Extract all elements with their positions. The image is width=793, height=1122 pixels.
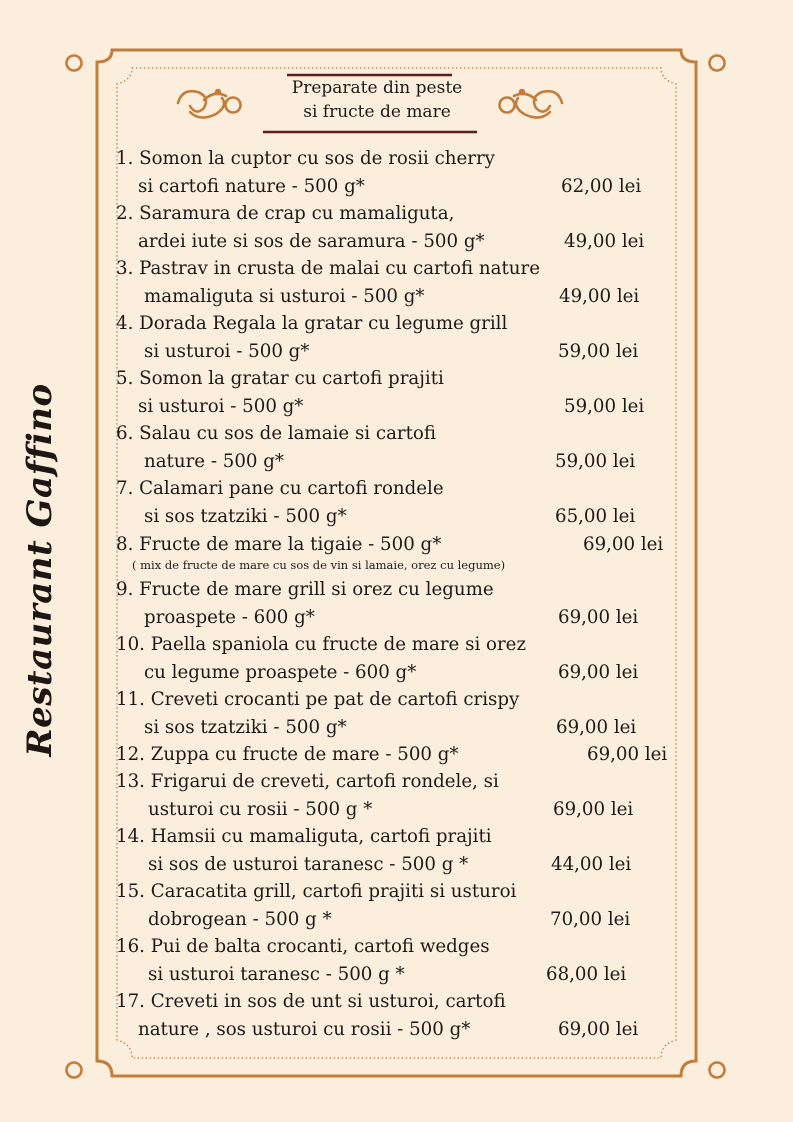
menu-item-line-2: si cartofi nature - 500 g* [138, 176, 365, 197]
menu-item-details [116, 714, 676, 742]
heading-line-2: si fructe de mare [303, 102, 451, 122]
menu-item-note: ( mix de fructe de mare cu sos de vin si lamaie, orez cu legume) [132, 558, 506, 572]
menu-item-price: 69,00 lei [553, 799, 634, 820]
menu-item [116, 988, 676, 1044]
menu-item-name [116, 531, 676, 559]
menu-item-line-1: 17. Creveti in sos de unt si usturoi, cartofi [116, 991, 506, 1012]
menu-item-price: 44,00 lei [551, 854, 632, 875]
menu-item-details [116, 283, 676, 311]
menu-item-details [116, 503, 676, 531]
menu-item-price: 62,00 lei [561, 176, 642, 197]
menu-item-line-1: 4. Dorada Regala la gratar cu legume grill [116, 313, 508, 334]
section-heading [262, 76, 492, 124]
menu-item-price: 49,00 lei [564, 231, 645, 252]
corner-circle-bottom-left [67, 1063, 82, 1078]
menu-item-line-2: proaspete - 600 g* [144, 607, 315, 628]
menu-item [116, 878, 676, 934]
menu-item-line-1: 13. Frigarui de creveti, cartofi rondele, si [116, 771, 499, 792]
menu-item-line-2: si sos tzatziki - 500 g* [144, 717, 347, 738]
menu-item-price: 69,00 lei [587, 744, 668, 765]
menu-item-line-1: 6. Salau cu sos de lamaie si cartofi [116, 423, 437, 444]
menu-item-line-1: 14. Hamsii cu mamaliguta, cartofi prajiti [116, 826, 492, 847]
menu-item-name [116, 145, 676, 173]
menu-item-line-2: mamaliguta si usturoi - 500 g* [144, 286, 425, 307]
menu-item-details [116, 604, 676, 632]
menu-item-line-1: 1. Somon la cuptor cu sos de rosii cherry [116, 148, 495, 169]
menu-item-line-1: 3. Pastrav in crusta de malai cu cartofi nature [116, 258, 540, 279]
menu-item-name [116, 475, 676, 503]
menu-item [116, 741, 676, 769]
corner-circle-top-right [710, 56, 725, 71]
menu-item-price: 69,00 lei [583, 534, 664, 555]
menu-item-price: 69,00 lei [558, 662, 639, 683]
menu-item-price: 59,00 lei [558, 341, 639, 362]
heading-line-1: Preparate din peste [291, 78, 463, 98]
menu-item [116, 933, 676, 989]
menu-item-price: 69,00 lei [558, 1019, 639, 1040]
menu-item-name [116, 365, 676, 393]
menu-item-name [116, 310, 676, 338]
menu-item-name [116, 741, 676, 769]
menu-item-line-2: nature - 500 g* [144, 451, 284, 472]
menu-item-line-1: 5. Somon la gratar cu cartofi prajiti [116, 368, 444, 389]
menu-item-price: 68,00 lei [546, 964, 627, 985]
menu-item-details [116, 906, 676, 934]
menu-item-details [116, 796, 676, 824]
menu-item-line-1: 10. Paella spaniola cu fructe de mare si orez [116, 634, 527, 655]
menu-item-name [116, 823, 676, 851]
menu-item-line-1: 15. Caracatita grill, cartofi prajiti si usturoi [116, 881, 517, 902]
menu-item [116, 255, 676, 311]
menu-item-line-2: si usturoi taranesc - 500 g * [148, 964, 405, 985]
menu-item-line-2: usturoi cu rosii - 500 g * [148, 799, 373, 820]
menu-item-details [116, 228, 676, 256]
menu-item [116, 768, 676, 824]
menu-item-line-2: si usturoi - 500 g* [138, 396, 304, 417]
menu-item-name [116, 631, 676, 659]
flourish-right-icon [500, 90, 563, 118]
menu-item-name [116, 200, 676, 228]
menu-item [116, 531, 676, 559]
menu-item [116, 365, 676, 421]
menu-item [116, 631, 676, 687]
menu-item-line-2: si sos de usturoi taranesc - 500 g * [148, 854, 469, 875]
menu-item-details [116, 851, 676, 879]
corner-circle-bottom-right [710, 1063, 725, 1078]
menu-item [116, 200, 676, 256]
menu-item-price: 70,00 lei [550, 909, 631, 930]
menu-item-name [116, 933, 676, 961]
menu-item-line-2: dobrogean - 500 g * [148, 909, 332, 930]
menu-item-price: 69,00 lei [558, 607, 639, 628]
menu-item-name [116, 988, 676, 1016]
restaurant-name: Restaurant Gaffino [20, 383, 60, 757]
menu-item-details [116, 961, 676, 989]
menu-item [116, 420, 676, 476]
menu-item-price: 65,00 lei [555, 506, 636, 527]
menu-item-details [116, 173, 676, 201]
menu-item-line-1: 11. Creveti crocanti pe pat de cartofi crispy [116, 689, 520, 710]
menu-item-line-1: 16. Pui de balta crocanti, cartofi wedges [116, 936, 490, 957]
flourish-left-icon [178, 90, 241, 118]
corner-circle-top-left [67, 56, 82, 71]
menu-item-details [116, 1016, 676, 1044]
menu-item-name [116, 255, 676, 283]
menu-item-line-1: 7. Calamari pane cu cartofi rondele [116, 478, 444, 499]
menu-item-details [116, 448, 676, 476]
menu-item [116, 475, 676, 531]
menu-item-name [116, 576, 676, 604]
menu-item-line-1: 2. Saramura de crap cu mamaliguta, [116, 203, 455, 224]
menu-item-line-1: 8. Fructe de mare la tigaie - 500 g* [116, 534, 442, 555]
menu-item-line-2: ardei iute si sos de saramura - 500 g* [138, 231, 485, 252]
menu-item-line-2: cu legume proaspete - 600 g* [144, 662, 417, 683]
menu-item-details [116, 659, 676, 687]
menu-item-price: 69,00 lei [556, 717, 637, 738]
menu-item-name [116, 878, 676, 906]
menu-item-price: 49,00 lei [559, 286, 640, 307]
menu-item-line-2: nature , sos usturoi cu rosii - 500 g* [138, 1019, 471, 1040]
menu-item-name [116, 420, 676, 448]
menu-item-price: 59,00 lei [564, 396, 645, 417]
menu-item-price: 59,00 lei [555, 451, 636, 472]
menu-item-name [116, 768, 676, 796]
menu-item [116, 686, 676, 742]
menu-item-line-1: 9. Fructe de mare grill si orez cu legume [116, 579, 494, 600]
menu-item-line-2: si sos tzatziki - 500 g* [144, 506, 347, 527]
menu-item-line-2: si usturoi - 500 g* [144, 341, 310, 362]
menu-item [116, 145, 676, 201]
menu-item [116, 310, 676, 366]
menu-item-line-1: 12. Zuppa cu fructe de mare - 500 g* [116, 744, 459, 765]
menu-item [116, 576, 676, 632]
menu-item-details [116, 338, 676, 366]
menu-item-details [116, 393, 676, 421]
menu-item [116, 823, 676, 879]
menu-item-name [116, 686, 676, 714]
